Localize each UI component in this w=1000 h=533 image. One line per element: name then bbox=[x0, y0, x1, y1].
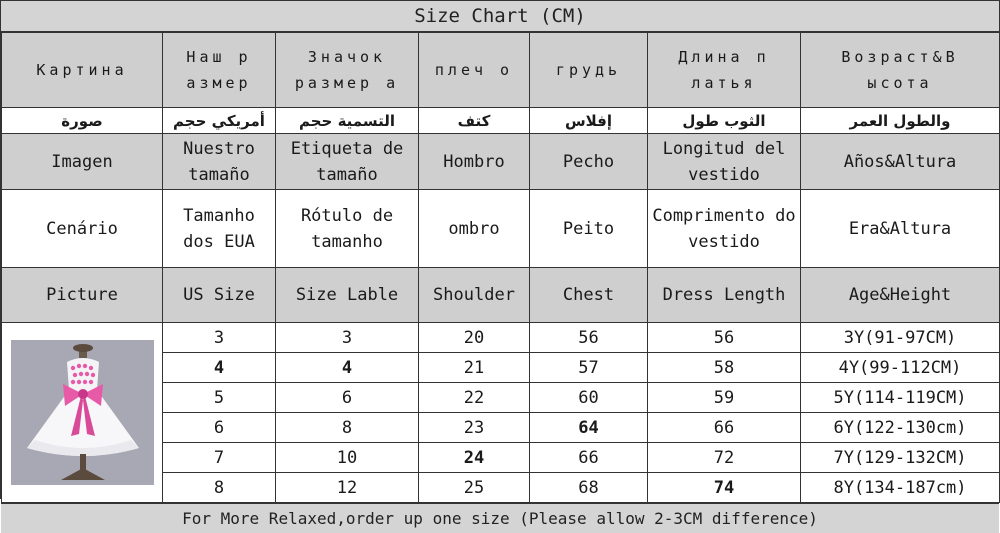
dress-on-mannequin-image bbox=[11, 340, 154, 485]
chest-cell: 66 bbox=[530, 443, 648, 473]
header-cell: Años&Altura bbox=[801, 134, 1000, 190]
header-cell: Длина п латья bbox=[648, 33, 801, 108]
header-cell: Shoulder bbox=[419, 268, 530, 323]
header-cell: Rótulo de tamanho bbox=[276, 190, 419, 268]
shoulder-cell: 24 bbox=[419, 443, 530, 473]
size-advice-note: For More Relaxed,order up one size (Please allow 2-3CM difference) bbox=[1, 503, 999, 533]
header-cell: Comprimento do vestido bbox=[648, 190, 801, 268]
chest-cell: 56 bbox=[530, 323, 648, 353]
size-label-cell: 4 bbox=[276, 353, 419, 383]
header-cell: صورة bbox=[2, 108, 163, 134]
header-cell: Nuestro tamaño bbox=[163, 134, 276, 190]
header-cell: Etiqueta de tamaño bbox=[276, 134, 419, 190]
header-cell: إفلاس bbox=[530, 108, 648, 134]
dress-photo bbox=[11, 340, 154, 485]
age-height-cell: 4Y(99-112CM) bbox=[801, 353, 1000, 383]
header-cell: плеч о bbox=[419, 33, 530, 108]
size-label-cell: 8 bbox=[276, 413, 419, 443]
header-cell: الثوب طول bbox=[648, 108, 801, 134]
dress-length-cell: 59 bbox=[648, 383, 801, 413]
chest-cell: 60 bbox=[530, 383, 648, 413]
header-cell: Longitud del vestido bbox=[648, 134, 801, 190]
us-size-cell: 6 bbox=[163, 413, 276, 443]
us-size-cell: 7 bbox=[163, 443, 276, 473]
header-cell: والطول العمر bbox=[801, 108, 1000, 134]
us-size-cell: 8 bbox=[163, 473, 276, 503]
header-cell: US Size bbox=[163, 268, 276, 323]
dress-length-cell: 72 bbox=[648, 443, 801, 473]
us-size-cell: 4 bbox=[163, 353, 276, 383]
dress-length-cell: 66 bbox=[648, 413, 801, 443]
header-cell: Tamanho dos EUA bbox=[163, 190, 276, 268]
chest-cell: 64 bbox=[530, 413, 648, 443]
header-cell: Picture bbox=[2, 268, 163, 323]
header-cell: Dress Length bbox=[648, 268, 801, 323]
header-cell: Наш р азмер bbox=[163, 33, 276, 108]
header-row-spanish bbox=[2, 134, 1000, 190]
header-cell: كتف bbox=[419, 108, 530, 134]
header-cell: Hombro bbox=[419, 134, 530, 190]
header-row-arabic bbox=[2, 108, 1000, 134]
size-label-cell: 12 bbox=[276, 473, 419, 503]
dress-length-cell: 74 bbox=[648, 473, 801, 503]
size-table bbox=[1, 32, 1000, 503]
age-height-cell: 6Y(122-130cm) bbox=[801, 413, 1000, 443]
chest-cell: 57 bbox=[530, 353, 648, 383]
us-size-cell: 5 bbox=[163, 383, 276, 413]
header-row-portuguese bbox=[2, 190, 1000, 268]
header-cell: Картина bbox=[2, 33, 163, 108]
header-cell: ombro bbox=[419, 190, 530, 268]
shoulder-cell: 25 bbox=[419, 473, 530, 503]
table-row bbox=[2, 323, 1000, 353]
us-size-cell: 3 bbox=[163, 323, 276, 353]
shoulder-cell: 21 bbox=[419, 353, 530, 383]
header-row-russian bbox=[2, 33, 1000, 108]
header-cell: Size Lable bbox=[276, 268, 419, 323]
header-cell: Возраст&B ысота bbox=[801, 33, 1000, 108]
header-cell: Chest bbox=[530, 268, 648, 323]
age-height-cell: 8Y(134-187cm) bbox=[801, 473, 1000, 503]
shoulder-cell: 20 bbox=[419, 323, 530, 353]
age-height-cell: 5Y(114-119CM) bbox=[801, 383, 1000, 413]
size-label-cell: 6 bbox=[276, 383, 419, 413]
header-cell: أمريكي حجم bbox=[163, 108, 276, 134]
dress-length-cell: 58 bbox=[648, 353, 801, 383]
age-height-cell: 7Y(129-132CM) bbox=[801, 443, 1000, 473]
header-cell: Imagen bbox=[2, 134, 163, 190]
dress-length-cell: 56 bbox=[648, 323, 801, 353]
header-cell: Значок размер а bbox=[276, 33, 419, 108]
product-picture-cell bbox=[2, 323, 163, 503]
header-cell: грудь bbox=[530, 33, 648, 108]
header-row-english bbox=[2, 268, 1000, 323]
size-label-cell: 3 bbox=[276, 323, 419, 353]
header-cell: التسمية حجم bbox=[276, 108, 419, 134]
shoulder-cell: 23 bbox=[419, 413, 530, 443]
header-cell: Pecho bbox=[530, 134, 648, 190]
chest-cell: 68 bbox=[530, 473, 648, 503]
header-cell: Peito bbox=[530, 190, 648, 268]
header-cell: Age&Height bbox=[801, 268, 1000, 323]
age-height-cell: 3Y(91-97CM) bbox=[801, 323, 1000, 353]
shoulder-cell: 22 bbox=[419, 383, 530, 413]
chart-title: Size Chart (CM) bbox=[1, 1, 999, 32]
header-cell: Cenário bbox=[2, 190, 163, 268]
header-cell: Era&Altura bbox=[801, 190, 1000, 268]
size-label-cell: 10 bbox=[276, 443, 419, 473]
